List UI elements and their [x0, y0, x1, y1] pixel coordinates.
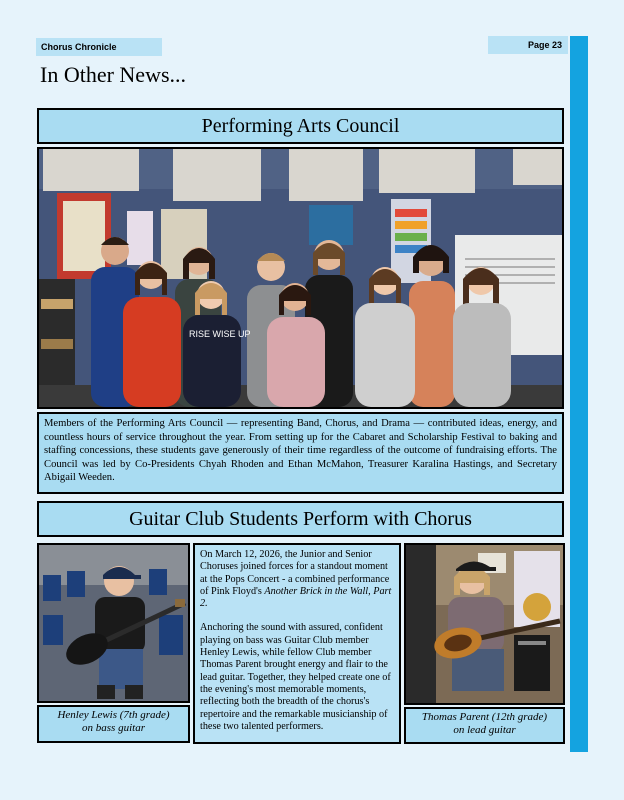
- left-caption-line-2: on bass guitar: [82, 722, 145, 734]
- shirt-text: RISE WISE UP: [189, 329, 251, 339]
- performing-arts-caption: Members of the Performing Arts Council — representing Band, Chorus, and Drama — contributed ideas, energy, and countless hours of service throughout the year. From setting up for the Cabaret and Scholarship Festival to baking and staffing concessions, these students gave generously of their time regardless of the outcome of fundraising efforts. The Council was led by Co-Presidents Chyah Rhoden and Ethan McMahon, Treasurer Karalina Hastings, and Secretary Abigail Weeden.: [37, 412, 564, 494]
- left-caption-line-1: Henley Lewis (7th grade): [57, 709, 170, 721]
- henley-lewis-caption: [37, 705, 190, 743]
- story-paragraph-2: Anchoring the sound with assured, confident playing on bass was Guitar Club member Henley Lewis, while fellow Club member Thomas Parent brought energy and flair to the lead guitar. Together, they helped create one of the evening's most memorable moments, reflecting both the breadth of the chorus's repertoire and the remarkable musicianship of these two talented performers.: [200, 622, 391, 732]
- right-caption-line-1: Thomas Parent (12th grade): [421, 711, 548, 723]
- performing-arts-group-photo: [37, 147, 564, 409]
- side-accent-bar: [570, 36, 588, 752]
- story-paragraph-1-text: On March 12, 2026, the Junior and Senior Choruses joined forces for a standout moment at the Pops Concert - a combined performance of Pink Floyd's: [200, 549, 390, 597]
- thomas-parent-caption: [404, 707, 565, 744]
- right-caption-line-2: on lead guitar: [453, 724, 516, 736]
- thomas-parent-photo: [404, 543, 565, 705]
- page-number: Page 23: [488, 36, 568, 54]
- henley-lewis-photo: [37, 543, 190, 703]
- section-title-performing-arts: Performing Arts Council: [37, 108, 564, 144]
- story-paragraph-1: [200, 549, 394, 610]
- section-title-guitar-club: Guitar Club Students Perform with Chorus: [37, 501, 564, 537]
- page-title: In Other News...: [40, 62, 187, 87]
- guitar-club-story: [193, 543, 401, 744]
- publication-label: Chorus Chronicle: [36, 38, 162, 56]
- song-title: Another Brick in the Wall, Part 2.: [200, 585, 392, 610]
